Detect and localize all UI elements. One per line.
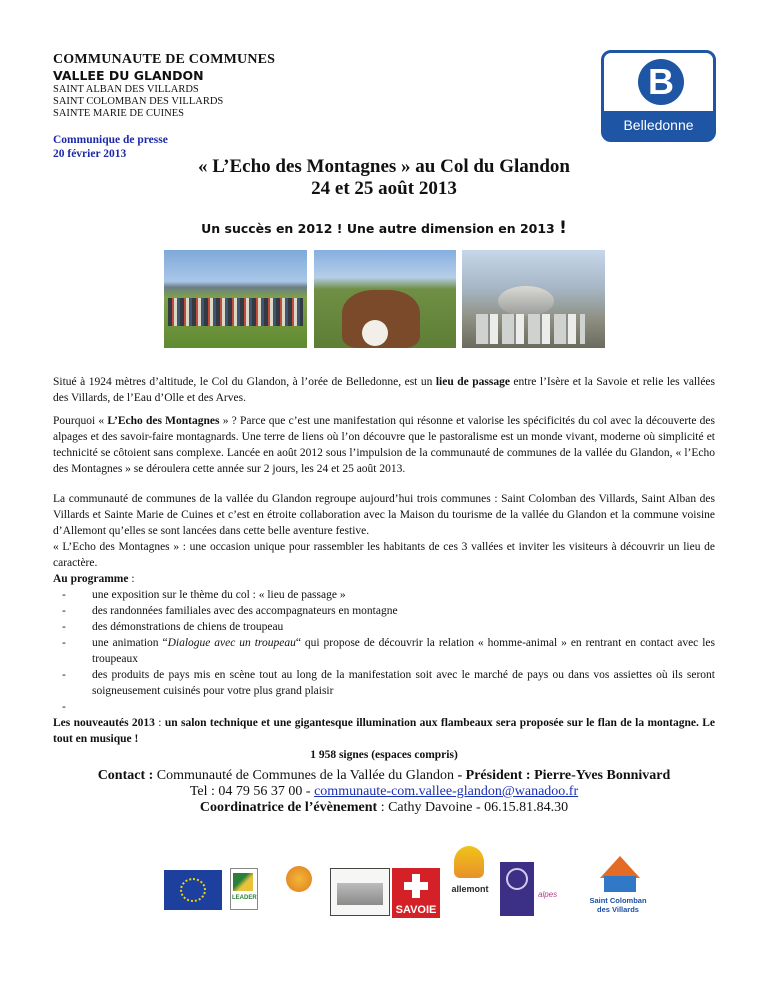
allemont-logo: allemont	[446, 846, 494, 912]
commune-list	[53, 84, 223, 120]
partner-logos	[0, 860, 768, 920]
crowd-photo	[164, 250, 307, 348]
paragraph-pourquoi: Pourquoi « L’Echo des Montagnes » ? Parce que c’est une manifestation qui résonne et valorise les spécificités du col avec la découverte des alpages et des savoir-faire montagnards. Une terre de liens où l’on découvre que le pastoralisme est un monde vivant, moderne où simplicité et technicité se côtoient sans complexe. Lancée en août 2012 sous l’impulsion de la communauté de communes de la vallée du Glandon, « l’Echo des Montagnes » se déroulera cette année sur 2 jours, les 24 et 25 août 2013.	[53, 415, 716, 475]
bold-lieu-de-passage: lieu de passage	[435, 376, 510, 388]
bold-echo-des-montagnes: L’Echo des Montagnes	[107, 415, 220, 427]
title-line-2: 24 et 25 août 2013	[311, 178, 457, 199]
belledonne-b-icon: B	[638, 59, 684, 105]
list-item: - des randonnées familiales avec des accompagnateurs en montagne	[53, 603, 715, 619]
list-item: - des produits de pays mis en scène tout au long de la manifestation soit avec le marché de pays ou dans vos assiettes où ils seront soigneusement cuisinés pour votre plus grand plaisir	[53, 667, 715, 699]
savoie-alpes-logo	[500, 862, 534, 916]
commune-item: SAINT ALBAN DES VILLARDS	[53, 84, 199, 95]
savoie-logo: SAVOIE	[392, 868, 440, 918]
press-label: Communique de presse	[53, 134, 168, 146]
belledonne-logo-text: Belledonne	[604, 111, 713, 139]
leader-logo: LEADER	[230, 868, 258, 910]
title-line-1: « L’Echo des Montagnes » au Col du Glandon	[197, 156, 570, 177]
contact-line-3: Coordinatrice de l’évènement : Cathy Davoine - 06.15.81.84.30	[199, 800, 569, 815]
sun-logo	[278, 866, 326, 914]
paragraph-location: Situé à 1924 mètres d’altitude, le Col du Glandon, à l’orée de Belledonne, est un lieu de passage entre l’Isère et la Savoie et relie les vallées des Villards, de l’Eau d’Olle et des Arves.	[53, 376, 716, 404]
st-colomban-logo: Saint Colomban des Villards	[588, 856, 648, 914]
nouveautes-paragraph: Les nouveautés 2013 : un salon technique et une gigantesque illumination aux flambeaux sera proposée sur le flan de la montagne. Le tout en musique !	[53, 717, 715, 745]
commune-item: SAINTE MARIE DE CUINES	[53, 108, 184, 119]
programme-list	[53, 587, 715, 699]
empty-dash: -	[62, 701, 66, 713]
belledonne-logo	[601, 50, 716, 142]
org-valley: VALLEE DU GLANDON	[53, 68, 204, 83]
commune-item: SAINT COLOMBAN DES VILLARDS	[53, 96, 224, 107]
list-item: - une exposition sur le thème du col : « lieu de passage »	[53, 587, 715, 603]
list-item: - des démonstrations de chiens de troupeau	[53, 619, 715, 635]
contact-line-1: Contact : Communauté de Communes de la Vallée du Glandon - Président : Pierre-Yves Bonnivard	[97, 768, 671, 783]
paragraph-occasion: « L’Echo des Montagnes » : une occasion unique pour rassembler les habitants de ces 3 vallées et inviter les visiteurs à découvrir un lieu de caractère.	[53, 541, 715, 569]
paragraph-communes: La communauté de communes de la vallée du Glandon regroupe aujourd’hui trois communes : Saint Colomban des Villards, Saint Alban des Villards et Sainte Marie de Cuines et c’est en étroite collaboration avec la Maison du tourisme de la vallée du Glandon et la commune voisine d’Allemont qu’elles se sont lancées dans cette belle aventure festive.	[53, 493, 715, 537]
programme-heading: Au programme :	[53, 573, 135, 585]
cow-photo	[314, 250, 456, 348]
press-date: 20 février 2013	[53, 148, 127, 160]
milk-cans-photo	[462, 250, 605, 348]
org-name: COMMUNAUTE DE COMMUNES	[53, 52, 276, 67]
maison-tourisme-logo	[330, 868, 390, 916]
email-link[interactable]: communaute-com.vallee-glandon@wanadoo.fr	[314, 784, 579, 799]
eu-flag-logo	[164, 870, 222, 910]
subtitle	[0, 218, 768, 238]
subtitle-text: Un succès en 2012 ! Une autre dimension en 2013	[201, 221, 555, 236]
alpes-text: alpes	[538, 890, 558, 899]
contact-block	[0, 768, 768, 816]
contact-line-2: Tel : 04 79 56 37 00 - communaute-com.vallee-glandon@wanadoo.fr	[189, 784, 579, 799]
signes-count: 1 958 signes (espaces compris)	[310, 749, 458, 761]
subtitle-bang: !	[559, 218, 567, 238]
page-title	[0, 156, 768, 200]
list-item: - une animation “Dialogue avec un troupeau“ qui propose de découvrir la relation « homme-animal » en rentrant en contact avec les troupeaux	[53, 635, 715, 667]
paragraph-communaute	[53, 491, 715, 763]
